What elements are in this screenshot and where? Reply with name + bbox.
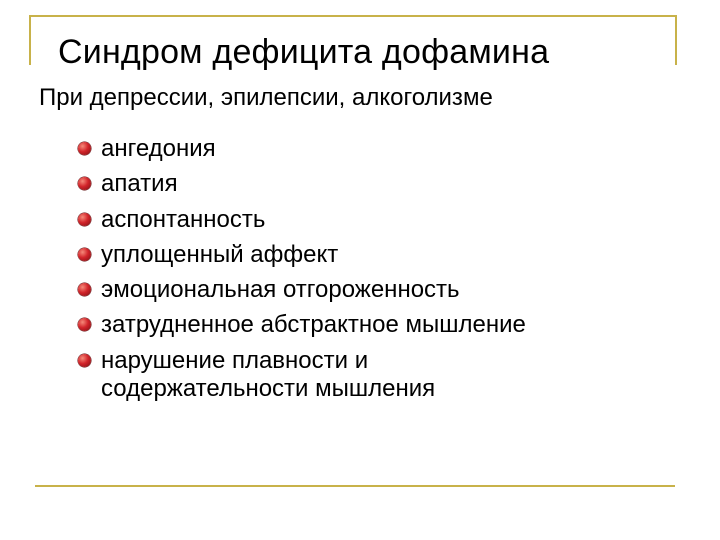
bullet-text: апатия bbox=[101, 170, 178, 198]
list-item bbox=[78, 276, 561, 304]
list-item bbox=[78, 347, 561, 403]
bullet-text: уплощенный аффект bbox=[101, 240, 339, 268]
bullet-text: аспонтанность bbox=[101, 205, 266, 233]
red-ball-bullet-icon bbox=[78, 213, 91, 226]
bullet-text: ангедония bbox=[101, 135, 216, 162]
red-ball-bullet-icon bbox=[78, 142, 91, 155]
slide-title: Синдром дефицита дофамина bbox=[58, 33, 550, 71]
list-item bbox=[78, 170, 561, 198]
bullet-text: эмоциональная отгороженность bbox=[101, 276, 460, 304]
red-ball-bullet-icon bbox=[78, 248, 91, 261]
list-item bbox=[78, 311, 561, 339]
red-ball-bullet-icon bbox=[78, 318, 91, 331]
slide-subtitle: При депрессии, эпилепсии, алкоголизме bbox=[39, 84, 493, 111]
frame-bottom-line bbox=[35, 485, 675, 487]
bullet-text: затрудненное абстрактное мышление bbox=[101, 311, 526, 339]
bullet-list bbox=[78, 135, 561, 410]
bullet-text: нарушение плавности и содержательности мышления bbox=[101, 346, 436, 402]
red-ball-bullet-icon bbox=[78, 177, 91, 190]
list-item bbox=[78, 135, 561, 163]
list-item bbox=[78, 241, 561, 269]
frame-right-line bbox=[675, 15, 677, 65]
red-ball-bullet-icon bbox=[78, 354, 91, 367]
frame-left-line bbox=[29, 15, 31, 65]
red-ball-bullet-icon bbox=[78, 283, 91, 296]
list-item bbox=[78, 206, 561, 234]
frame-top-line bbox=[29, 15, 676, 17]
